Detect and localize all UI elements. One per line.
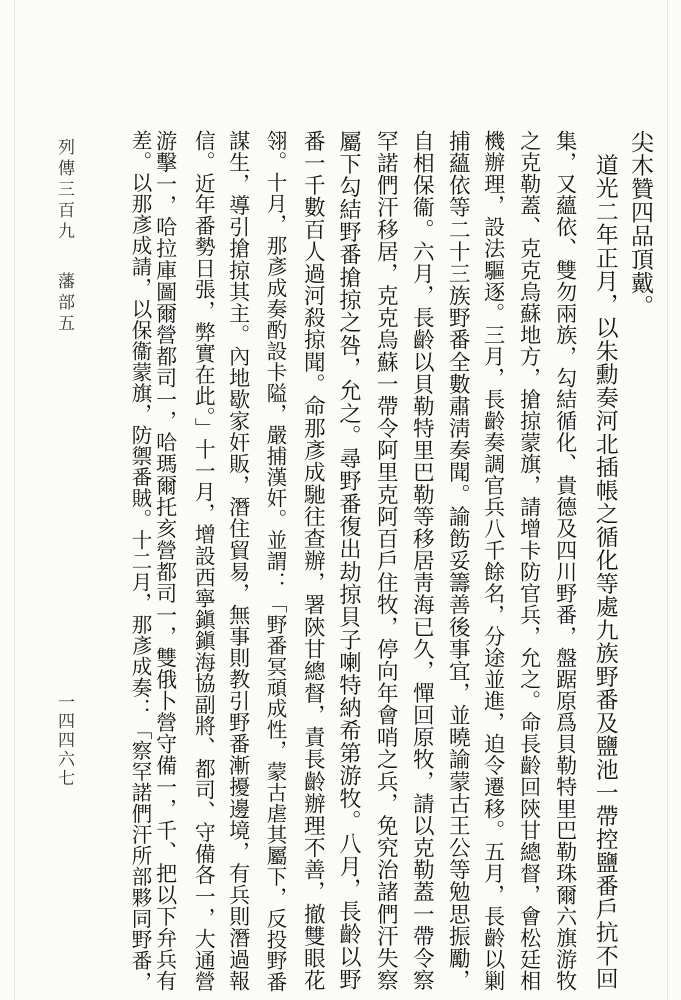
text-column-1: 尖木贊四品頂戴。 xyxy=(627,130,653,318)
text-column-6: 捕蘊依等二十三族野番全數肅淸奏聞。諭飭妥籌善後事宜，並曉諭蒙古王公等勉思振勵， xyxy=(445,130,471,992)
running-head-section: 藩部五 xyxy=(54,272,74,335)
text-column-8: 罕諾們汗移居，克克烏蘇一帶令阿里克阿百戶住牧，停向年會哨之兵，免究治諸們汗失察 xyxy=(373,130,399,992)
page-edge-left xyxy=(14,0,15,1000)
text-column-2: 道光二年正月，以朱勳奏河北插帳之循化等處九族野番及鹽池一帶控鹽番戶抗不回 xyxy=(591,130,618,991)
text-column-3: 集，又蘊依、雙勿兩族，勾結循化、貴德及四川野番，盤踞原爲貝勒特里巴勒珠爾六旗游牧 xyxy=(553,130,579,992)
text-column-11: 翎。十月，那彥成奏酌設卡隘，嚴捕漢奸。並謂：「野番冥頑成性，蒙古虐其屬下，反投野番 xyxy=(262,130,287,993)
text-column-15: 差。以那彥成請，以保衞蒙旗，防禦番賊。十二月，那彥成奏：「察罕諾們汗所部夥同野番， xyxy=(127,130,152,993)
text-column-10: 番一千數百人過河殺掠聞。命那彥成馳往查辦，署陝甘總督，責長齡辦理不善，撤雙眼花 xyxy=(300,130,326,992)
text-column-5: 機辦理，設法驅逐。三月，長齡奏調官兵八千餘名，分途並進，迫令遷移。五月，長齡以剿 xyxy=(481,130,507,992)
text-column-9: 屬下勾結野番搶掠之咎，允之。尋野番復出劫掠貝子喇特納希第游牧。八月，長齡以野 xyxy=(335,130,362,991)
text-column-14: 游擊一，哈拉庫圖爾營都司一，哈瑪爾托亥營都司一，雙俄卜營守備一，千、把以下弁兵有 xyxy=(153,130,179,992)
text-column-12: 謀生，導引搶掠其主。內地歇家奸販，潛住貿易，無事則教引野番漸擾邊境，有兵則潛過報 xyxy=(226,130,252,992)
text-column-13: 信。近年番勢日張，弊實在此。」十一月，增設西寧鎭鎭海協副將、都司、守備各一，大通營 xyxy=(191,130,216,993)
text-column-4: 之克勒蓋、克克烏蘇地方，搶掠蒙旗，請增卡防官兵，允之。命長齡回陝甘總督，會松廷相 xyxy=(517,130,543,992)
text-column-7: 自相保衞。六月，長齡以貝勒特里巴勒等移居靑海已久，憚回原牧，請以克勒蓋一帶令察 xyxy=(409,130,435,992)
page-edge-right xyxy=(667,0,668,1000)
page-number: 一四四六七 xyxy=(54,693,74,788)
running-head-volume: 列傳三百九 xyxy=(54,138,74,243)
